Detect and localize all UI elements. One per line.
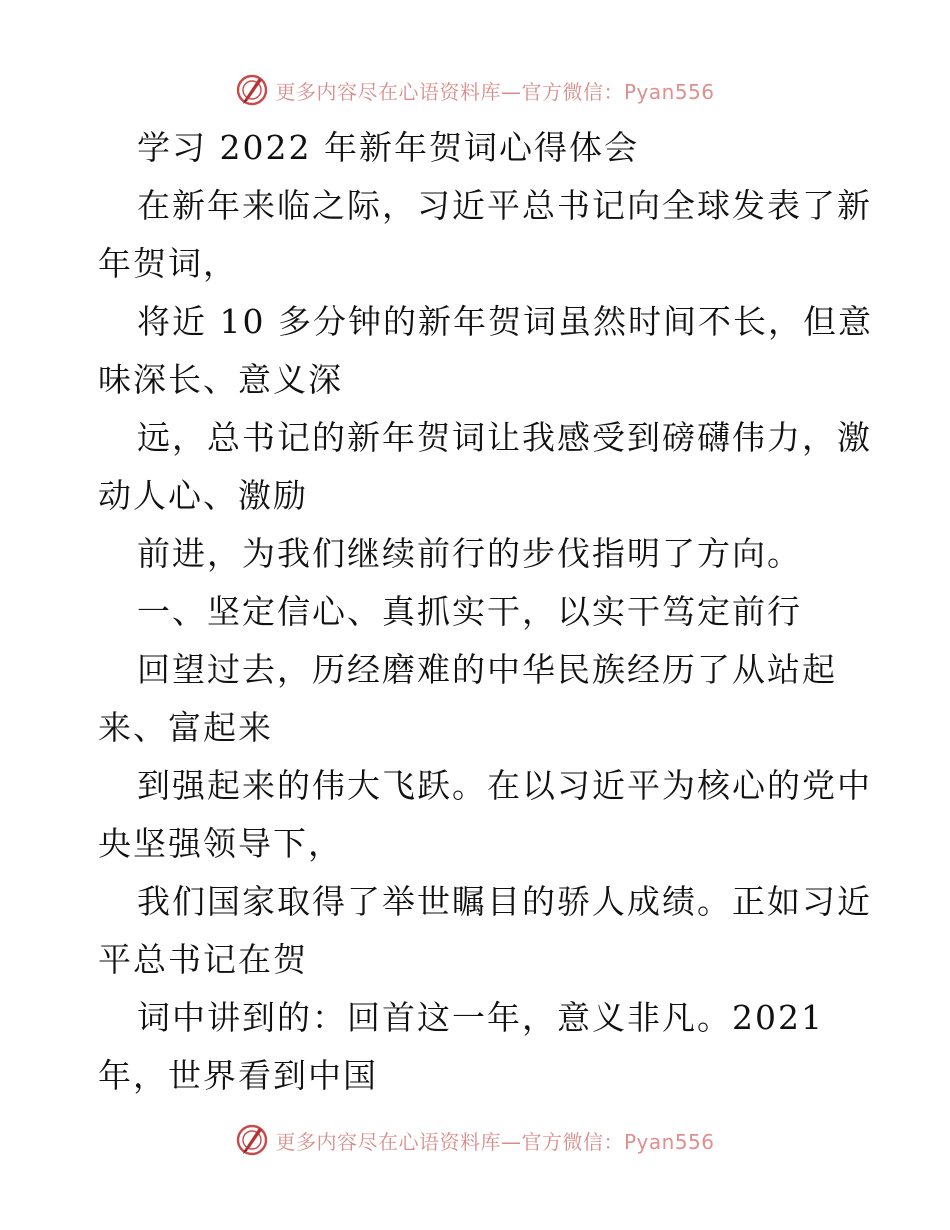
quill-logo-icon (235, 73, 269, 107)
document-title: 学习 2022 年新年贺词心得体会 (137, 128, 639, 167)
paragraph-line: 回望过去，历经磨难的中华民族经历了从站起 (137, 650, 837, 689)
paragraph-line: 前进，为我们继续前行的步伐指明了方向。 (137, 534, 802, 573)
paragraph-line: 来、富起来 (98, 708, 273, 747)
paragraph-line: 年贺词， (98, 244, 238, 283)
paragraph-line: 年，世界看到中国 (98, 1056, 378, 1095)
paragraph-line: 央坚强领导下， (98, 824, 343, 863)
paragraph-line: 我们国家取得了举世瞩目的骄人成绩。正如习近 (137, 882, 872, 921)
watermark-text: 更多内容尽在心语资料库—官方微信：Pyan556 (275, 1129, 715, 1154)
quill-logo-icon (235, 1123, 269, 1157)
paragraph-line: 在新年来临之际，习近平总书记向全球发表了新 (137, 186, 872, 225)
footer-watermark (0, 1120, 950, 1160)
section-heading: 一、坚定信心、真抓实干，以实干笃定前行 (137, 592, 802, 631)
paragraph-line: 味深长、意义深 (98, 360, 343, 399)
watermark-text: 更多内容尽在心语资料库—官方微信：Pyan556 (275, 79, 715, 104)
paragraph-line: 词中讲到的：回首这一年，意义非凡。2021 (137, 998, 824, 1037)
header-watermark (0, 70, 950, 110)
paragraph-line: 动人心、激励 (98, 476, 308, 515)
watermark-id: Pyan556 (623, 1129, 715, 1154)
paragraph-line: 到强起来的伟大飞跃。在以习近平为核心的党中 (137, 766, 872, 805)
paragraph-line: 平总书记在贺 (98, 940, 308, 979)
paragraph-line: 将近 10 多分钟的新年贺词虽然时间不长，但意 (137, 302, 873, 341)
paragraph-line: 远，总书记的新年贺词让我感受到磅礴伟力，激 (137, 418, 872, 457)
watermark-id: Pyan556 (623, 79, 715, 104)
